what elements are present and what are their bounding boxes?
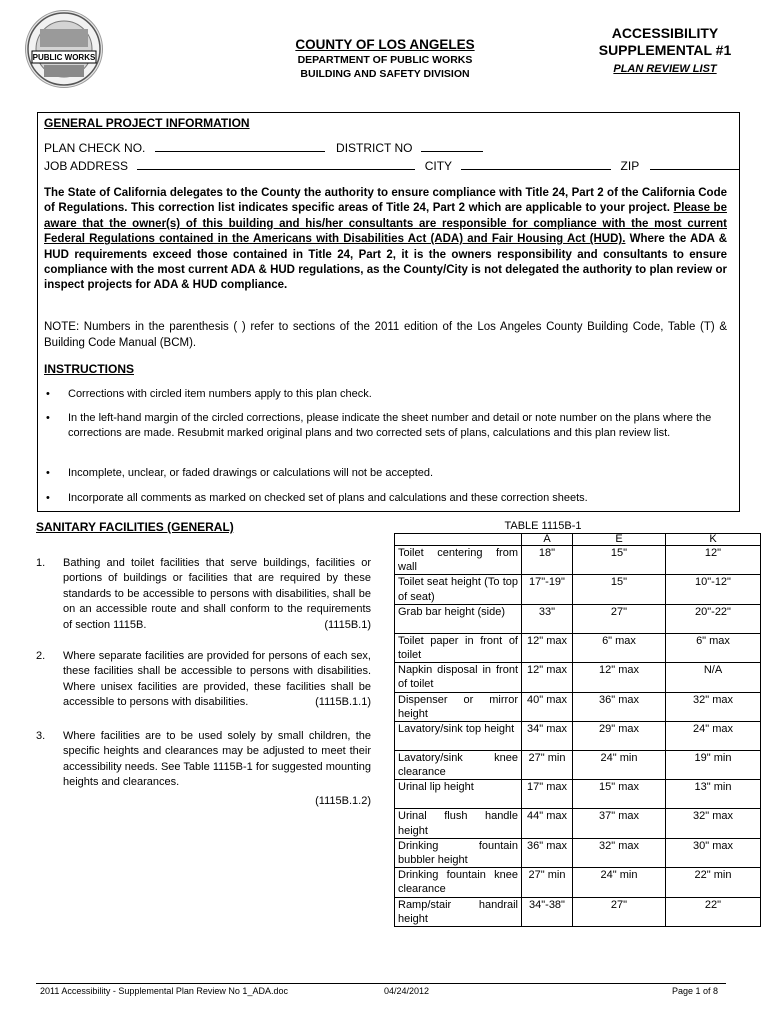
bullet-icon: • [46,467,50,479]
sanitary-item [63,556,371,633]
section-reference: (1115B.1.2) [315,795,371,807]
public-works-seal-icon [26,11,102,87]
sanitary-item-text: Where separate facilities are provided for persons of each sex, these facilities shall be accessible to persons with disabilities. Where unisex facilities are provided, these facilities shall be accessible to persons with disabilities. [63,650,371,709]
table-header-row [395,534,761,546]
height-value-cell: 40" max [522,692,573,721]
height-value-cell: 44" max [522,809,573,838]
height-value-cell: 27" min [522,868,573,897]
height-value-cell: 12" max [573,663,666,692]
public-works-logo [25,10,103,88]
table-row [395,575,761,604]
height-value-cell: 32" max [573,838,666,867]
fixture-label-cell: Toilet seat height (To top of seat) [395,575,522,604]
height-value-cell: 33" [522,604,573,633]
table-title: TABLE 1115B-1 [504,520,582,532]
height-value-cell: 36" max [522,838,573,867]
column-header: K [666,534,761,546]
fixture-label-cell: Dispenser or mirror height [395,692,522,721]
doc-subtitle: PLAN REVIEW LIST [613,63,717,75]
code-note: NOTE: Numbers in the parenthesis ( ) refer to sections of the 2011 edition of the Los Angeles County Building Code, Table (T) & Building Code Manual (BCM). [44,321,727,349]
footer-filename: 2011 Accessibility - Supplemental Plan Review No 1_ADA.doc [40,986,288,996]
table-row [395,751,761,780]
height-value-cell: 17" max [522,780,573,809]
fixture-label-cell: Toilet paper in front of toilet [395,633,522,662]
section-reference: (1115B.1) [324,618,371,631]
policy-part1: The State of California delegates to the County the authority to ensure compliance with Title 24, Part 2 of the California Code of Regulations. This correction list indicates specific areas of Title 24, Part 2 which are applicable to your project. [44,187,727,215]
table-row [395,897,761,926]
zip-field[interactable] [650,158,740,170]
bullet-icon: • [46,412,50,424]
height-value-cell: 15" [573,575,666,604]
table-row [395,692,761,721]
column-header: A [522,534,573,546]
fixture-label-cell: Toilet centering from wall [395,546,522,575]
sanitary-heading: SANITARY FACILITIES (GENERAL) [36,520,234,534]
policy-part2: Please be aware that the owner(s) of this building and his/her consultants are responsible for compliance with the most current Federal Regulations contained in the Americans with Disabilities Act (ADA) and Fair Housing Act (HUD). [44,202,727,246]
height-value-cell: 12" max [522,633,573,662]
column-header [395,534,522,546]
job-address-label: JOB ADDRESS [44,159,129,173]
fixture-label-cell: Grab bar height (side) [395,604,522,633]
fixture-label-cell: Lavatory/sink knee clearance [395,751,522,780]
table-row [395,780,761,809]
height-value-cell: 12" max [522,663,573,692]
sanitary-item-text: Bathing and toilet facilities that serve buildings, facilities or portions of buildings or facilities that are required by these standards to be accessible to persons with disabilities, shall be on an accessible route and shall conform to the requirements of section 1115B. [63,557,371,631]
height-value-cell: 34" max [522,722,573,751]
table-row [395,809,761,838]
height-value-cell: 22" min [666,868,761,897]
height-value-cell: 36" max [573,692,666,721]
bullet-icon: • [46,492,50,504]
footer-divider [36,983,726,984]
instruction-item: Corrections with circled item numbers apply to this plan check. [68,388,372,400]
item-number: 2. [36,650,46,662]
document-title-block [560,25,770,75]
height-value-cell: 15" [573,546,666,575]
height-value-cell: 12" [666,546,761,575]
height-value-cell: 6" max [573,633,666,662]
instructions-heading: INSTRUCTIONS [44,362,134,376]
height-value-cell: 24" min [573,868,666,897]
height-value-cell: 37" max [573,809,666,838]
mounting-heights-table [394,533,761,927]
height-value-cell: 15" max [573,780,666,809]
org-name: COUNTY OF LOS ANGELES [295,37,475,52]
height-value-cell: 34"-38" [522,897,573,926]
bullet-icon: • [46,388,50,400]
table-row [395,722,761,751]
height-value-cell: 29" max [573,722,666,751]
fixture-label-cell: Urinal flush handle height [395,809,522,838]
fixture-label-cell: Napkin disposal in front of toilet [395,663,522,692]
fixture-label-cell: Drinking fountain knee clearance [395,868,522,897]
plan-check-label: PLAN CHECK NO. [44,141,146,155]
city-field[interactable] [461,158,611,170]
height-value-cell: 32" max [666,692,761,721]
height-value-cell: N/A [666,663,761,692]
svg-text:PUBLIC WORKS: PUBLIC WORKS [32,53,96,62]
doc-title-line2: SUPPLEMENTAL #1 [598,42,732,58]
height-value-cell: 10"-12" [666,575,761,604]
fixture-label-cell: Drinking fountain bubbler height [395,838,522,867]
height-value-cell: 27" [573,604,666,633]
height-value-cell: 20"-22" [666,604,761,633]
district-field[interactable] [421,140,483,152]
general-info-heading: GENERAL PROJECT INFORMATION [44,116,250,130]
height-value-cell: 19" min [666,751,761,780]
column-header: E [573,534,666,546]
plan-check-row [44,140,483,155]
table-row [395,546,761,575]
table-row [395,663,761,692]
height-value-cell: 22" [666,897,761,926]
height-value-cell: 24" min [573,751,666,780]
height-value-cell: 18" [522,546,573,575]
doc-title-line1: ACCESSIBILITY [611,25,719,41]
instruction-item: Incorporate all comments as marked on checked set of plans and calculations and these correction sheets. [68,492,588,504]
city-label: CITY [424,159,452,173]
table-row [395,838,761,867]
footer-date: 04/24/2012 [384,986,430,996]
height-value-cell: 32" max [666,809,761,838]
agency-header [255,36,515,81]
fixture-label-cell: Ramp/stair handrail height [395,897,522,926]
district-label: DISTRICT NO [336,141,413,155]
instruction-item: In the left-hand margin of the circled corrections, please indicate the sheet number and detail or note number on the plans where the corrections are made. Resubmit marked original plans and two corrected sets of plans, calculations and this plan review list. [68,412,712,439]
zip-label: ZIP [620,159,639,173]
policy-part3: Where the ADA & HUD requirements exceed those contained in Title 24, Part 2, it is the owners responsibility and consultants to ensure compliance with the most current ADA & HUD regulations, as the County/City is not delegated the authority to plan review or inspect projects for ADA & HUD compliance. [44,233,728,292]
policy-statement [44,186,727,294]
plan-check-field[interactable] [155,140,325,152]
fixture-label-cell: Lavatory/sink top height [395,722,522,751]
sanitary-item [63,649,371,711]
height-value-cell: 27" min [522,751,573,780]
table-row [395,633,761,662]
table-row [395,868,761,897]
section-reference: (1115B.1.1) [315,696,371,709]
job-address-field[interactable] [137,158,415,170]
division-name: BUILDING AND SAFETY DIVISION [300,68,470,80]
item-number: 1. [36,557,46,569]
instruction-item: Incomplete, unclear, or faded drawings or calculations will not be accepted. [68,467,434,479]
department-name: DEPARTMENT OF PUBLIC WORKS [297,54,473,66]
height-value-cell: 24" max [666,722,761,751]
fixture-label-cell: Urinal lip height [395,780,522,809]
sanitary-item: Where facilities are to be used solely by small children, the specific heights and clearances may be adjusted to meet their accessibility needs. See Table 1115B-1 for suggested mounting heights and clearances. [63,730,371,789]
height-value-cell: 17"-19" [522,575,573,604]
height-value-cell: 27" [573,897,666,926]
footer-page-number: Page 1 of 8 [672,986,719,996]
height-value-cell: 6" max [666,633,761,662]
item-number: 3. [36,730,46,742]
height-value-cell: 30" max [666,838,761,867]
address-row [44,158,740,173]
table-row [395,604,761,633]
height-value-cell: 13" min [666,780,761,809]
